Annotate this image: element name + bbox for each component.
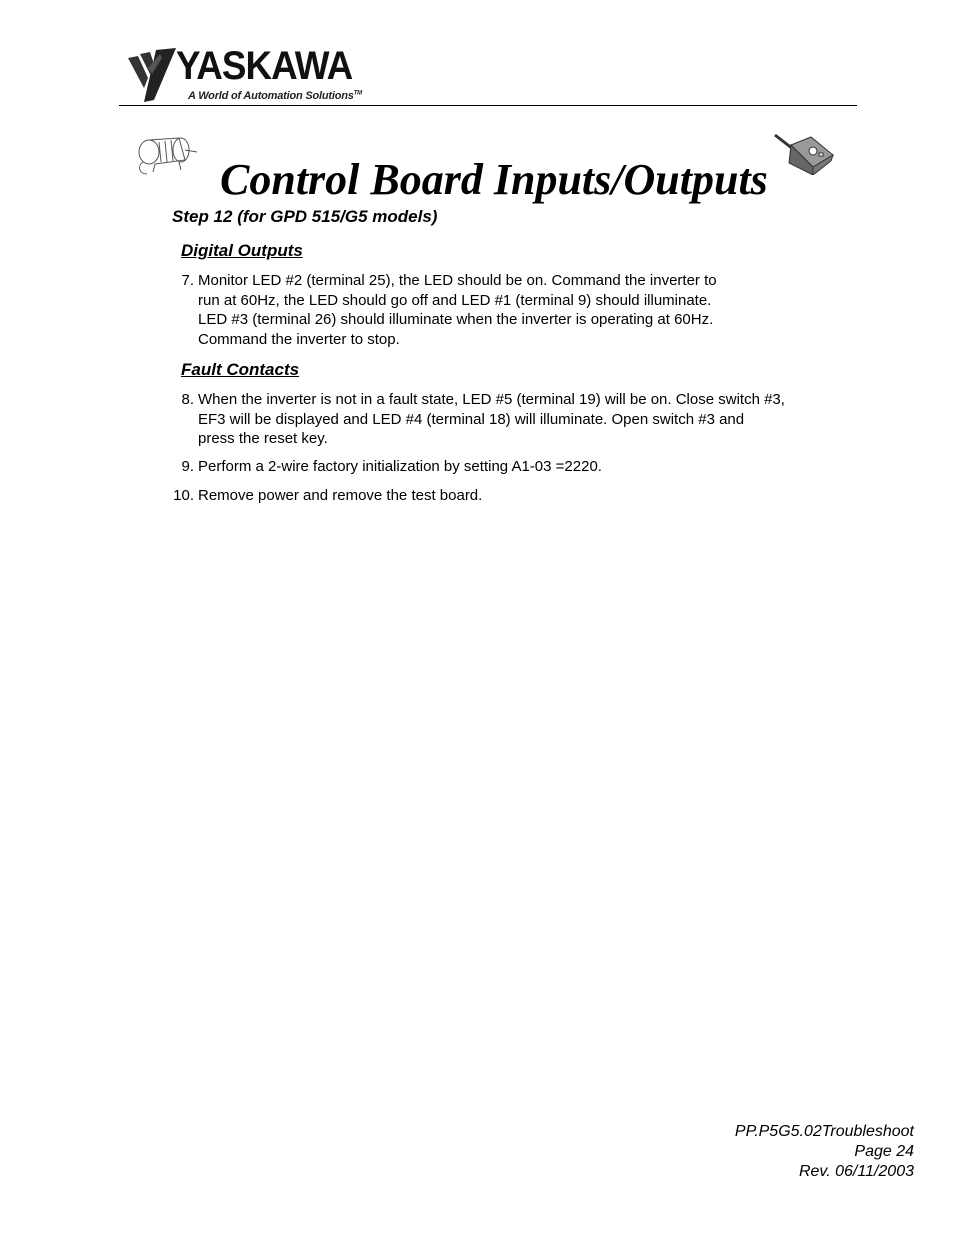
motor-icon [135, 130, 201, 178]
list-item-text: Remove power and remove the test board. [198, 487, 483, 504]
list-item-number: 7. [181, 272, 194, 289]
list-item-text: When the inverter is not in a fault state, LED #5 (terminal 19) will be on. Close switch #3, EF3 will be displayed and LED #4 (terminal 18) will illuminate. Open switch #3 and press the reset key. [198, 391, 785, 447]
list-item-number: 10. [173, 487, 194, 504]
list-item-text: Monitor LED #2 (terminal 25), the LED should be on. Command the inverter to run at 60Hz, the LED should go off and LED #1 (terminal 9) should illuminate. LED #3 (terminal 26) should illuminate when the inverter is operating at 60Hz. Command the inverter to stop. [198, 272, 717, 348]
page-header [0, 0, 954, 110]
page-title: Control Board Inputs/Outputs [220, 155, 768, 204]
list-item-number: 8. [181, 391, 194, 408]
logo-tagline: A World of Automation Solutions™ [188, 90, 362, 102]
logo-text: YASKAWA [176, 44, 353, 88]
list-item-text: Perform a 2-wire factory initialization by setting A1-03 =2220. [198, 458, 602, 475]
page-footer [735, 1122, 914, 1182]
yaskawa-logo-icon [126, 48, 178, 104]
page-number: Page 24 [854, 1143, 914, 1160]
header-divider [119, 105, 857, 106]
revision-date: Rev. 06/11/2003 [798, 1163, 914, 1180]
list-item-number: 9. [181, 458, 194, 475]
plug-icon [773, 133, 837, 175]
step-heading: Step 12 (for GPD 515/G5 models) [172, 207, 438, 226]
document-id: PP.P5G5.02Troubleshoot [734, 1123, 914, 1140]
section-heading-digital-outputs: Digital Outputs [181, 241, 303, 260]
section-heading-fault-contacts: Fault Contacts [181, 360, 300, 379]
